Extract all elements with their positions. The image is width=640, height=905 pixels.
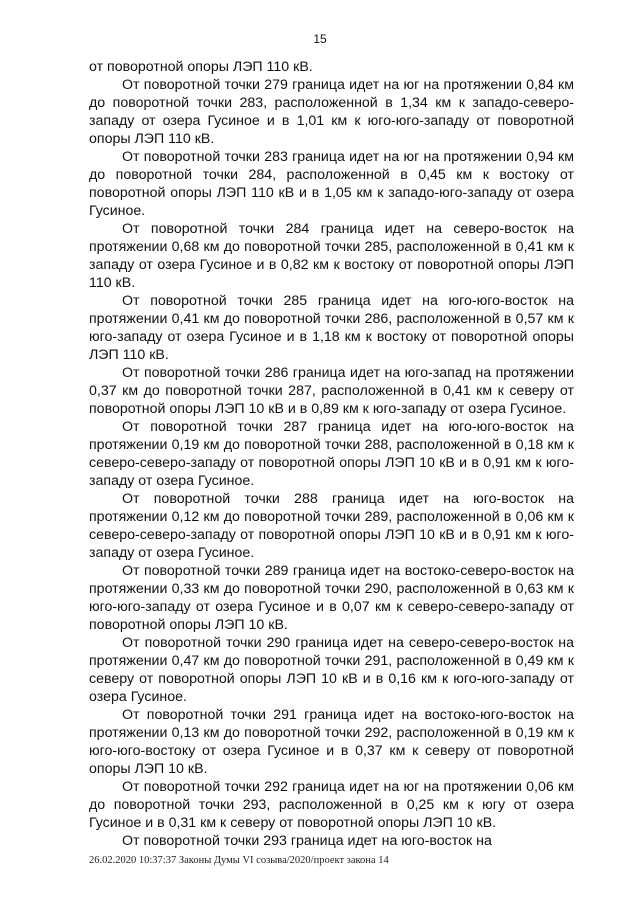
paragraph: От поворотной точки 288 граница идет на юго-восток на протяжении 0,12 км до поворотной точки 289, расположенной в 0,06 км к северо-северо-западу от поворотной опоры ЛЭП 10 кВ и в 0,91 км к юго-западу от озера Гусиное. bbox=[89, 491, 574, 561]
document-body bbox=[89, 58, 574, 850]
paragraph: От поворотной точки 289 граница идет на востоко-северо-восток на протяжении 0,33 км до поворотной точки 290, расположенной в 0,63 км к юго-юго-западу от озера Гусиное и в 0,07 км к северо-северо-западу от поворотной опоры ЛЭП 10 кВ. bbox=[89, 563, 574, 633]
paragraph-continuation: от поворотной опоры ЛЭП 110 кВ. bbox=[89, 59, 313, 75]
paragraph: От поворотной точки 284 граница идет на северо-восток на протяжении 0,68 км до поворотной точки 285, расположенной в 0,41 км к западу от озера Гусиное и в 0,82 км к востоку от поворотной опоры ЛЭП 110 кВ. bbox=[89, 221, 574, 291]
paragraph: От поворотной точки 283 граница идет на юг на протяжении 0,94 км до поворотной точки 284, расположенной в 0,45 км к востоку от поворотной опоры ЛЭП 110 кВ и в 1,05 км к западо-юго-западу от озера Гусиное. bbox=[89, 149, 574, 219]
paragraph: От поворотной точки 279 граница идет на юг на протяжении 0,84 км до поворотной точки 283, расположенной в 1,34 км к западо-северо-западу от озера Гусиное и в 1,01 км к юго-юго-западу от поворотной опоры ЛЭП 110 кВ. bbox=[89, 77, 574, 147]
paragraph: От поворотной точки 290 граница идет на северо-северо-восток на протяжении 0,47 км до поворотной точки 291, расположенной в 0,49 км к северу от поворотной опоры ЛЭП 10 кВ и в 0,16 км к юго-юго-западу от озера Гусиное. bbox=[89, 635, 574, 705]
paragraph: От поворотной точки 293 граница идет на юго-восток на bbox=[122, 833, 492, 849]
document-footer: 26.02.2020 10:37:37 Законы Думы VI созыва/2020/проект закона 14 bbox=[89, 855, 389, 866]
paragraph: От поворотной точки 286 граница идет на юго-запад на протяжении 0,37 км до поворотной точки 287, расположенной в 0,41 км к северу от поворотной опоры ЛЭП 10 кВ и в 0,89 км к юго-западу от озера Гусиное. bbox=[89, 365, 574, 417]
paragraph: От поворотной точки 292 граница идет на юг на протяжении 0,06 км до поворотной точки 293, расположенной в 0,25 км к югу от озера Гусиное и в 0,31 км к северу от поворотной опоры ЛЭП 10 кВ. bbox=[89, 779, 574, 831]
page-number: 15 bbox=[313, 32, 327, 46]
paragraph: От поворотной точки 285 граница идет на юго-юго-восток на протяжении 0,41 км до поворотной точки 286, расположенной в 0,57 км к юго-западу от озера Гусиное и в 1,18 км к востоку от поворотной опоры ЛЭП 110 кВ. bbox=[89, 293, 574, 363]
paragraph: От поворотной точки 291 граница идет на востоко-юго-восток на протяжении 0,13 км до поворотной точки 292, расположенной в 0,19 км к юго-юго-востоку от озера Гусиное и в 0,37 км к северу от поворотной опоры ЛЭП 10 кВ. bbox=[89, 707, 574, 777]
paragraph: От поворотной точки 287 граница идет на юго-юго-восток на протяжении 0,19 км до поворотной точки 288, расположенной в 0,18 км к северо-северо-западу от поворотной опоры ЛЭП 10 кВ и в 0,91 км к юго-западу от озера Гусиное. bbox=[89, 419, 574, 489]
